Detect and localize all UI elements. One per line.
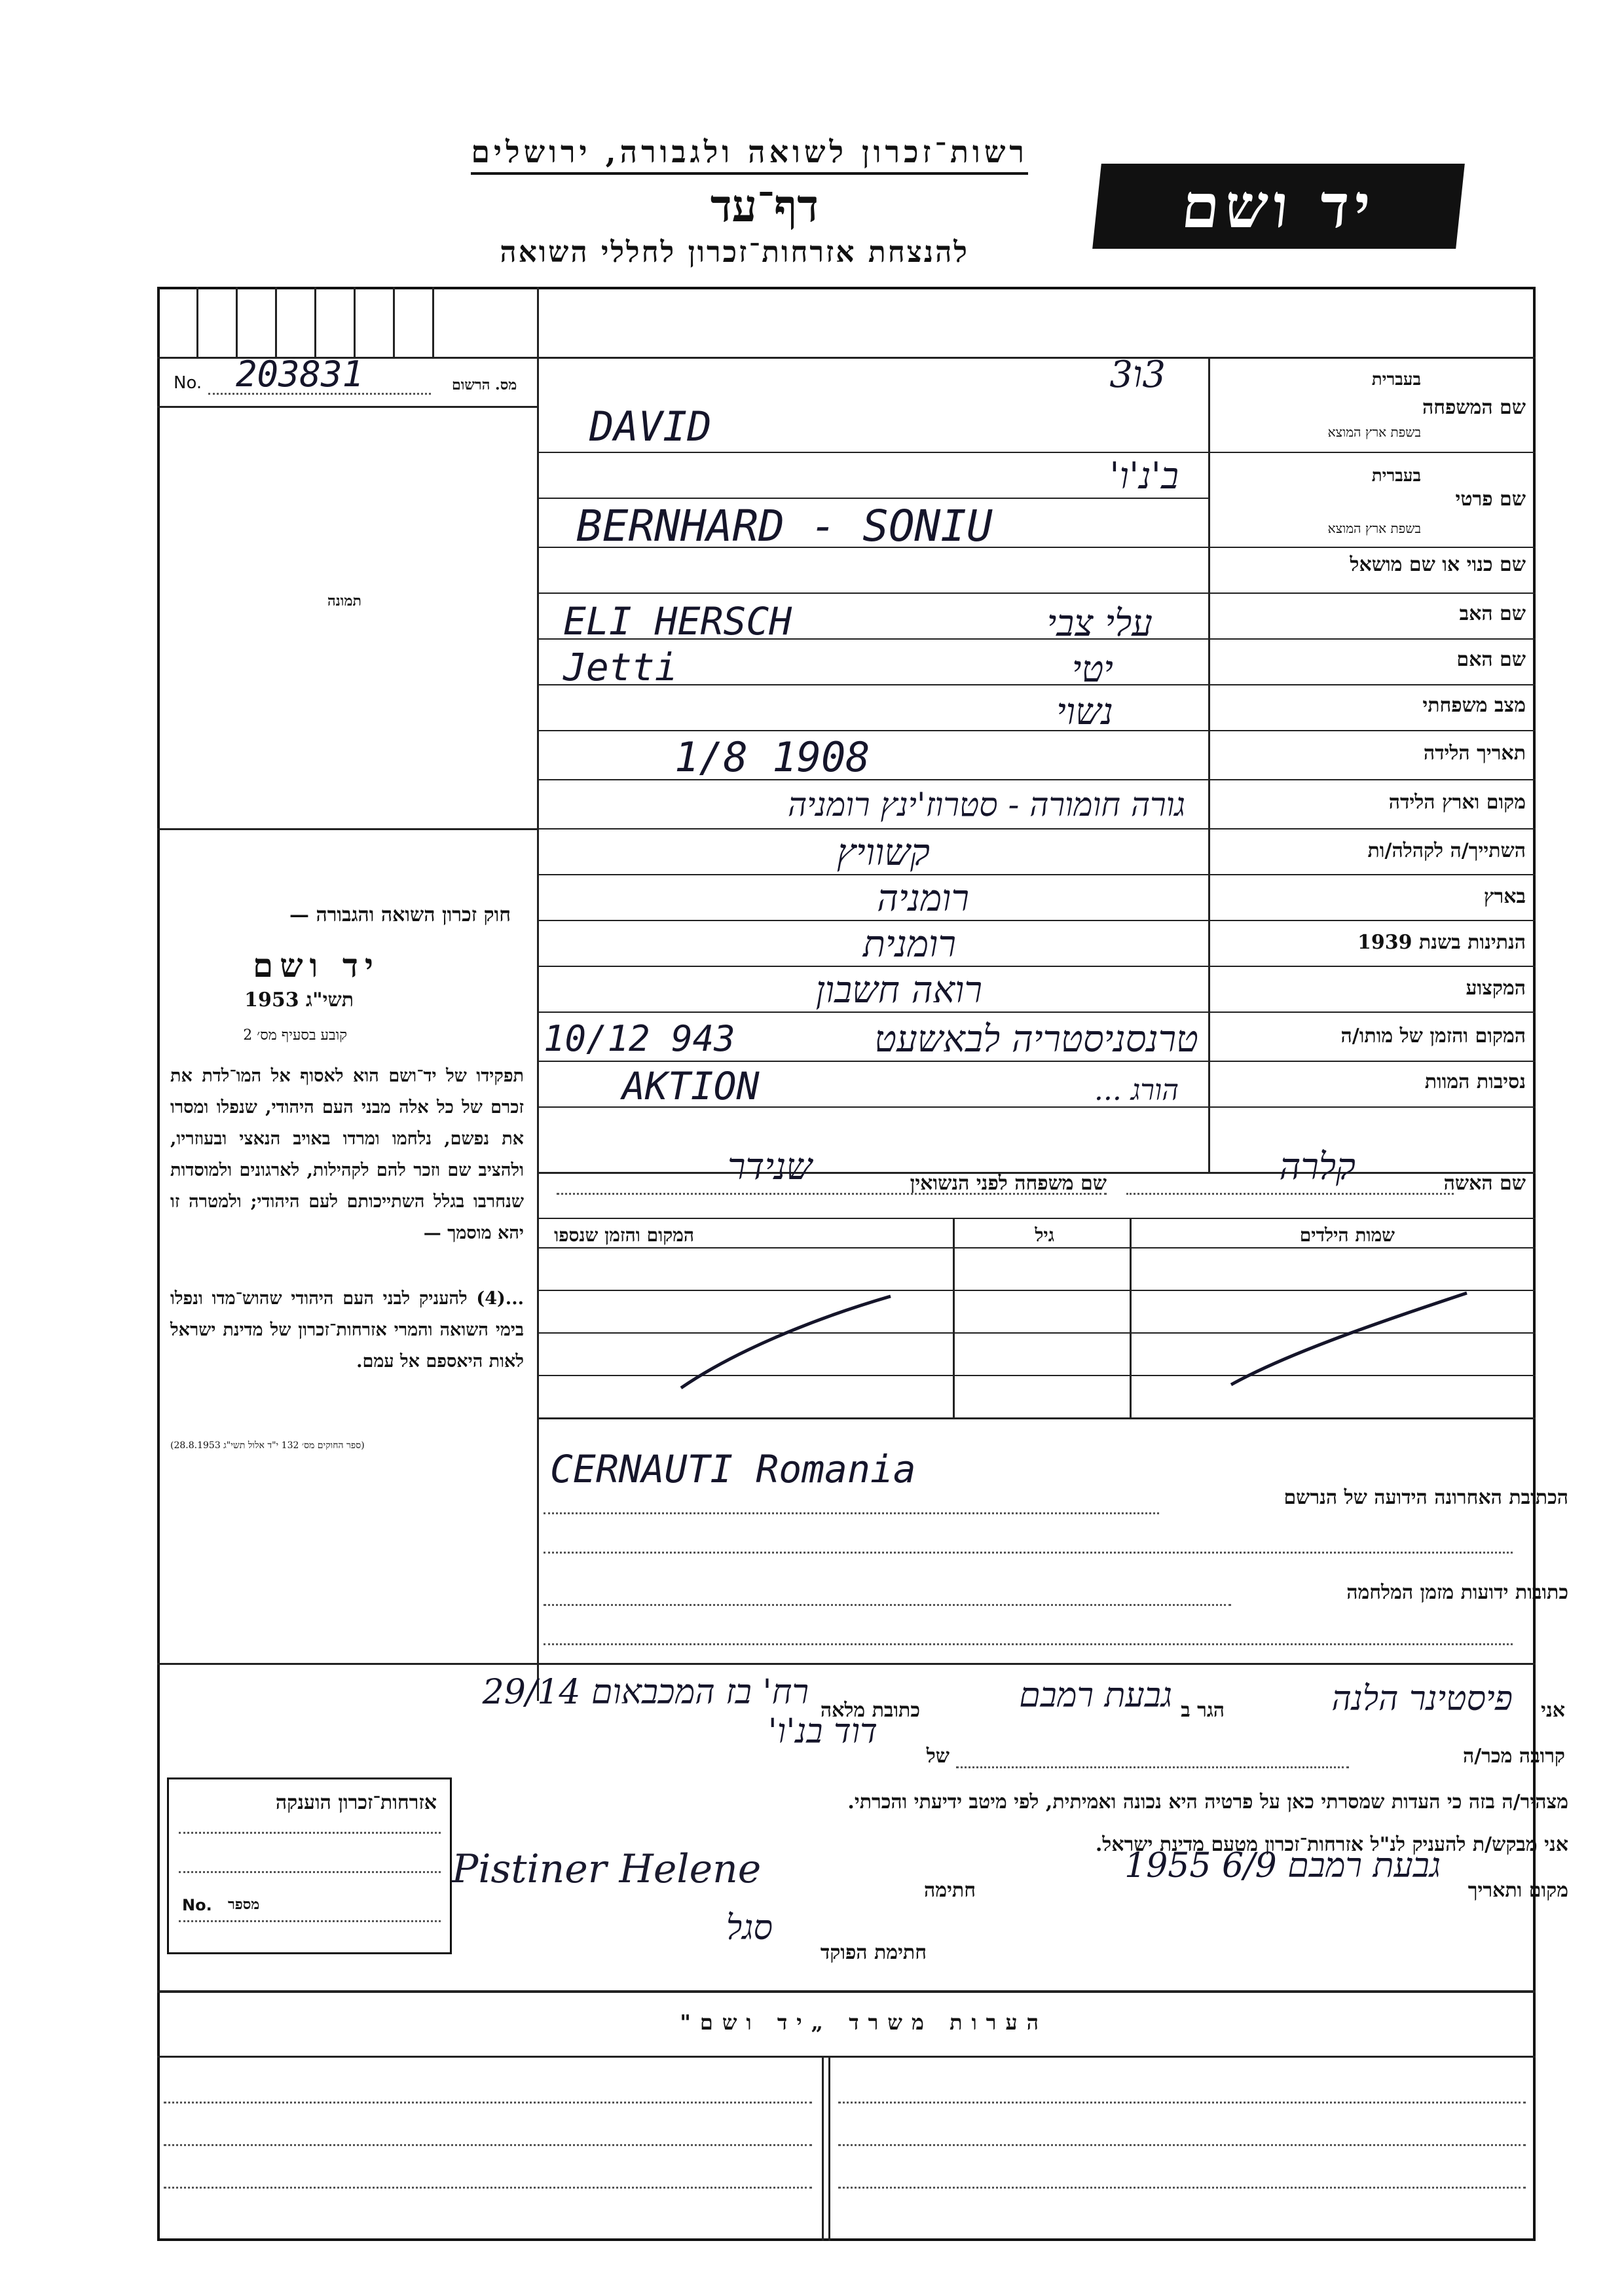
wife-maiden-value: שנידר — [728, 1146, 812, 1188]
children-cancel-strokes — [537, 1247, 1536, 1417]
law-year: תשי"ג 1953 — [244, 989, 354, 1011]
marital-label: מצב משפחתי — [1422, 694, 1526, 717]
inspector-value: סגל — [726, 1908, 773, 1948]
yad-vashem-logo — [1092, 164, 1465, 249]
citizenship-granted-title: אזרחות־זכרון הוענקה — [275, 1791, 437, 1814]
mother-value-latin: Jetti — [563, 645, 678, 689]
family-name-sub-origin: בשפת ארץ המוצא — [1327, 424, 1421, 440]
birth-place-label: מקום וארץ הלידה — [1388, 791, 1526, 814]
circumstances-value-latin: AKTION — [622, 1064, 760, 1108]
profession-value: רואה חשבון — [815, 969, 982, 1011]
mother-label: שם האם — [1456, 648, 1526, 671]
declarant-of-value: דוד בנ'ו' — [767, 1712, 877, 1751]
form-subtitle: להנצחת אזרחות־זכרון לחללי השואה — [500, 236, 969, 269]
birth-place-value: גורה חומורה - סטרוז'ינץ רומניה — [787, 786, 1185, 824]
community-label: השתייך/ה לקהלה/ות — [1367, 839, 1526, 862]
death-value-date: 10/12 943 — [544, 1018, 735, 1059]
declaration-line-2: אני מבקש/ת להעניק לנ"ל אזרחות־זכרון מטעם מדינת ישראל. — [1095, 1833, 1568, 1856]
country-value: רומניה — [877, 877, 969, 920]
citizenship-granted-no: No. — [182, 1896, 212, 1914]
registration-no-hebrew: מס. הרשום — [452, 376, 517, 393]
left-column-divider — [537, 287, 539, 1701]
marital-value: נשוי — [1056, 691, 1113, 733]
law-citation: (ספר החוקים מס׳ 132 י"ד אלול תשי"ג 28.8.1953) — [170, 1440, 365, 1451]
label-column-divider — [1208, 357, 1210, 1172]
first-name-value-latin: BERNHARD - SONIU — [576, 501, 993, 551]
mother-value-hebrew: יטי — [1071, 648, 1113, 691]
law-text-2: ...(4) להעניק לבני העם היהודי שהוש־מדו ונפלו בימי השואה והמרי אזרחות־זכרון של מדינת ישראל לאות היאספם אל עמם. — [170, 1288, 524, 1372]
declarant-address-label: כתובת מלאה — [820, 1699, 920, 1722]
first-name-value-hebrew: ב'נ'ו' — [1109, 455, 1179, 498]
family-name-value-latin: DAVID — [589, 403, 712, 450]
wife-maiden-label: שם משפחה לפני הנשואין — [910, 1172, 1107, 1195]
declarant-lives-label: הגר ב — [1181, 1699, 1225, 1722]
declarant-relation-label: קרובה מכר/ה — [1462, 1745, 1565, 1768]
law-title: חוק זכרון השואה והגבורה — — [289, 903, 511, 926]
birth-date-value: 1/8 1908 — [674, 733, 870, 781]
logo-text: יד ושם — [1178, 171, 1379, 242]
father-label: שם האב — [1459, 602, 1526, 625]
children-header-place: המקום והזמן שנספו — [554, 1224, 694, 1246]
father-value-hebrew: עלי צבי — [1046, 602, 1153, 645]
wartime-address-label: כתובות ידועות מזמן המלחמה — [1346, 1581, 1568, 1604]
declarant-of-label: של — [926, 1745, 950, 1768]
place-date-value: גבעת רמבם 6/9 1955 — [1124, 1846, 1441, 1886]
first-name-sub-hebrew: בעברית — [1371, 466, 1421, 486]
citizenship-granted-box — [167, 1777, 452, 1954]
circumstances-label: נסיבות המוות — [1424, 1070, 1526, 1093]
law-clause: קובע בסעיף מס׳ 2 — [243, 1027, 347, 1044]
profession-label: המקצוע — [1466, 977, 1526, 1000]
first-name-sub-origin: בשפת ארץ המוצא — [1327, 520, 1421, 536]
community-value: קשוויץ — [836, 831, 930, 874]
citizenship-granted-no-he: מספר — [228, 1896, 260, 1913]
country-label: בארץ — [1483, 885, 1526, 908]
declarant-name: פיסטינר הלנה — [1331, 1679, 1513, 1719]
death-label: המקום והזמן של מותו/ה — [1340, 1025, 1526, 1048]
father-value-latin: ELI HERSCH — [563, 599, 792, 644]
place-date-label: מקום ותאריך — [1467, 1879, 1568, 1902]
last-address-value: CERNAUTI Romania — [550, 1447, 916, 1491]
family-name-value-hebrew: 3ו3 — [1109, 354, 1166, 396]
declaration-line-1: מצהיר/ה בזה כי העדות שמסרתי כאן על פרטיה היא נכונה ואמיתית, לפי מיטב ידיעתי והכרתי. — [847, 1791, 1568, 1813]
declarant-lives-value: גבעת רמבם — [1019, 1676, 1172, 1715]
photo-label: תמונה — [327, 592, 361, 610]
last-address-label: הכתובת האחרונה הידועה של הנרשם — [1283, 1486, 1568, 1509]
citizenship-value: רומנית — [862, 923, 956, 966]
law-text-1: תפקידו של יד־ושם הוא לאסוף אל המו־לדת את זכרם של כל אלה מבני העם היהודי, שנפלו ומסרו את נפשם, נלחמו ומרדו באויב הנאצי ובעוזריו, ולהציב שם וזכר להם לקהילות, לארגונים ולמוסדות שנחרבו בגלל השתייכותם לעם היהודי; ולמטרה זו יהא מוסמך — — [170, 1066, 524, 1243]
declarant-address-value: רח' בז המכבאום 29/14 — [482, 1673, 809, 1712]
family-name-label: שם המשפחה — [1422, 396, 1526, 419]
law-name: יד ושם — [253, 946, 380, 985]
birth-date-label: תאריך הלידה — [1423, 742, 1526, 765]
form-title: דף־עד — [710, 180, 819, 232]
family-name-sub-hebrew: בעברית — [1371, 370, 1421, 390]
wife-value: קלרה — [1279, 1146, 1356, 1188]
children-header-names: שמות הילדים — [1299, 1224, 1395, 1246]
wife-label: שם האשה — [1443, 1172, 1526, 1195]
authority-title: רשות־זכרון לשואה ולגבורה, ירושלים — [471, 134, 1028, 175]
signature-value: Pistiner Helene — [452, 1846, 762, 1892]
office-notes-title: הערות משרד „יד ושם" — [680, 2010, 1048, 2035]
citizenship-label: הנתינות בשנת 1939 — [1357, 931, 1526, 954]
nickname-label: שם כנוי או שם מושאל — [1350, 553, 1526, 576]
registration-no-label: No. — [174, 373, 202, 393]
death-value-hebrew: טרנסניסטריה לבאשעט — [874, 1018, 1198, 1061]
signature-label: חתימה — [924, 1879, 976, 1902]
children-header-age: גיל — [1035, 1224, 1054, 1246]
first-name-label: שם פרטי — [1455, 488, 1526, 511]
inspector-label: חתימת הפוקד — [820, 1941, 927, 1964]
registration-no-value: 203831 — [236, 354, 364, 395]
declarant-i-label: אני — [1541, 1699, 1565, 1722]
circumstances-value-hebrew: הורג ... — [1094, 1074, 1179, 1107]
